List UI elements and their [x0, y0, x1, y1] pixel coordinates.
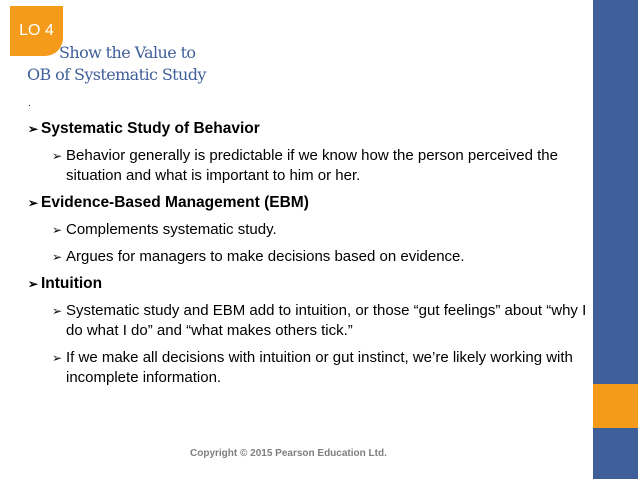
arrow-bullet-icon: ➢ [52, 223, 63, 237]
title-line-2: OB of Systematic Study [27, 65, 206, 84]
arrow-bullet-icon: ➢ [52, 304, 63, 318]
arrow-bullet-icon: ➢ [52, 149, 63, 163]
sub-bullet-text: Argues for managers to make decisions based on evidence. [66, 248, 465, 265]
sub-bullet [52, 220, 588, 240]
learning-objective-badge: LO 4 [10, 6, 63, 56]
arrow-bullet-icon: ➢ [28, 122, 39, 136]
bullet-label: Evidence-Based Management (EBM) [41, 194, 309, 211]
slide-title [27, 42, 347, 86]
bullet-ebm [28, 193, 588, 213]
sub-bullet [52, 247, 588, 267]
arrow-bullet-icon: ➢ [28, 277, 39, 291]
sub-bullet-text: Systematic study and EBM add to intuition, or those “gut feelings” about “why I do what I do” and “what makes others tick.” [66, 302, 587, 339]
arrow-bullet-icon: ➢ [52, 351, 63, 365]
bullet-list [28, 119, 588, 395]
sub-bullet [52, 301, 588, 341]
sub-bullet-text: Complements systematic study. [66, 221, 277, 238]
bullet-intuition [28, 274, 588, 294]
sub-bullet [52, 146, 588, 186]
bullet-systematic-study [28, 119, 588, 139]
bullet-label: Intuition [41, 275, 103, 292]
sub-bullet-text: Behavior generally is predictable if we know how the person perceived the situation and what is important to him or her. [66, 147, 558, 184]
copyright-footer: Copyright © 2015 Pearson Education Ltd. [190, 448, 387, 459]
stray-marker: . [28, 98, 31, 109]
sidebar-accent-block [593, 384, 638, 428]
arrow-bullet-icon: ➢ [28, 196, 39, 210]
sub-bullet-text: If we make all decisions with intuition or gut instinct, we’re likely working with incomplete information. [66, 349, 573, 386]
title-line-1: Show the Value to [59, 43, 196, 62]
sub-bullet [52, 348, 588, 388]
arrow-bullet-icon: ➢ [52, 250, 63, 264]
bullet-label: Systematic Study of Behavior [41, 120, 260, 137]
